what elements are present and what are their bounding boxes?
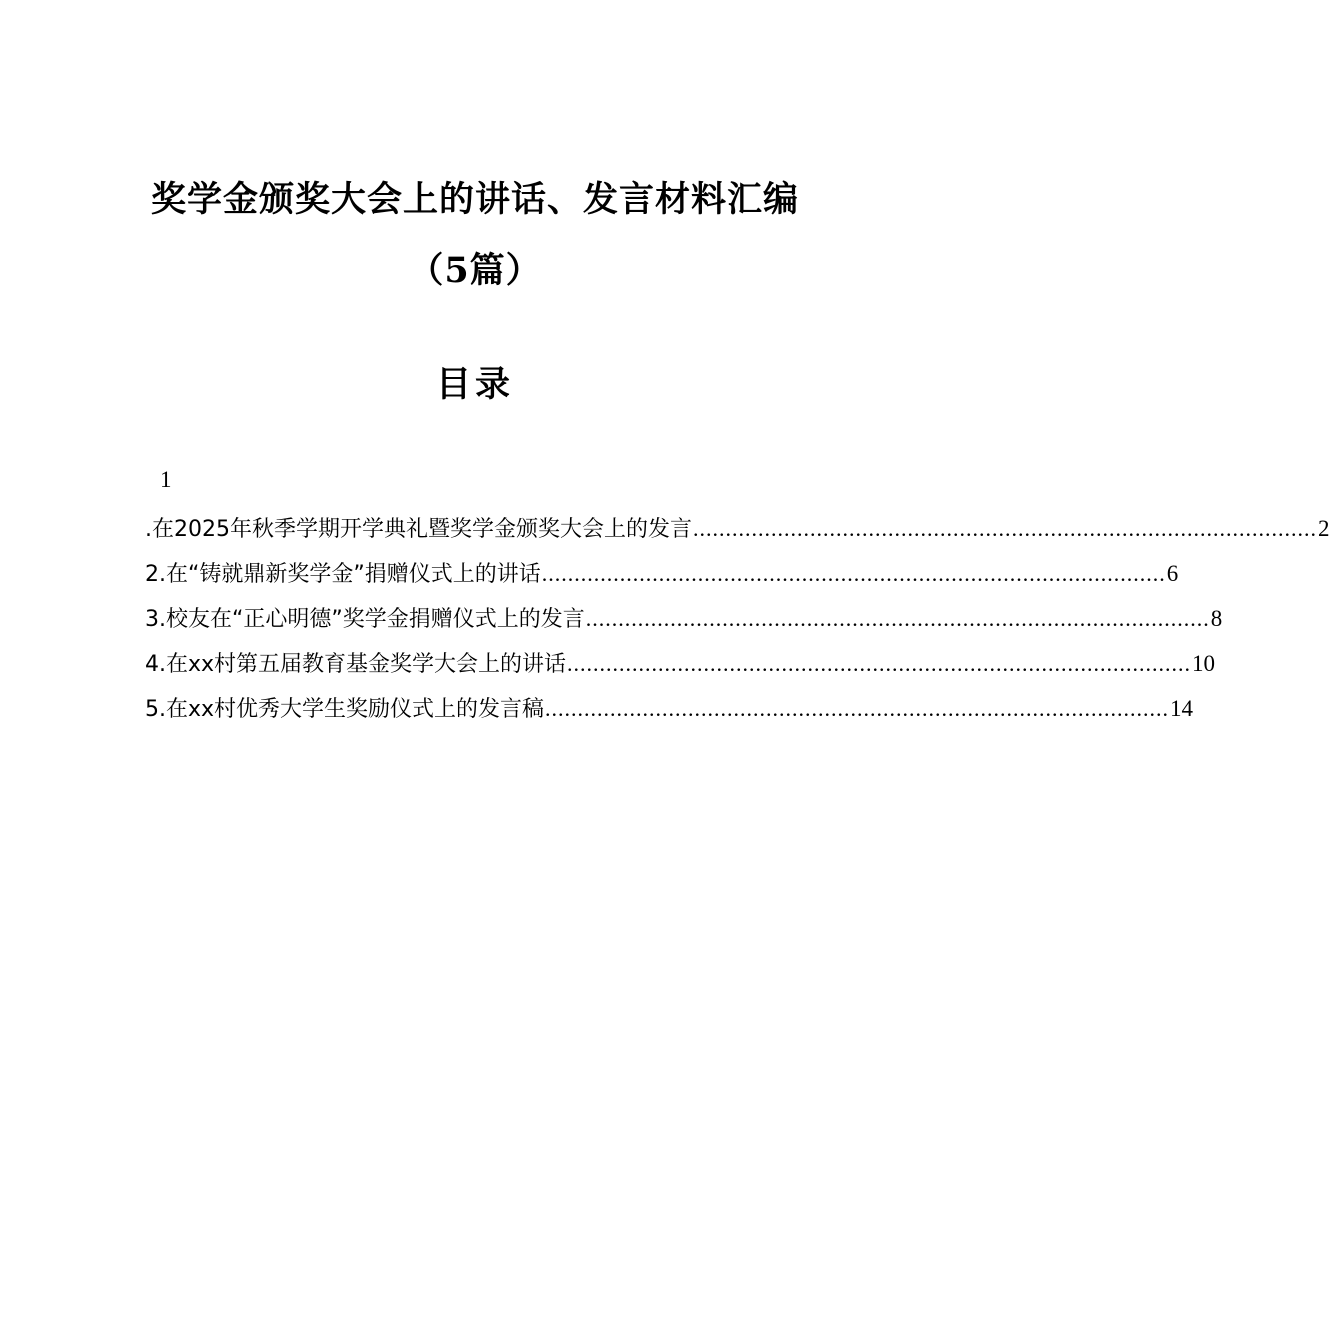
toc-entry-4[interactable] (145, 641, 1216, 686)
toc-page-number: 14 (1170, 696, 1194, 721)
toc-dot-leader: ................................................................................................ (567, 651, 1192, 676)
toc-dot-leader: ................................................................................................ (545, 696, 1170, 721)
toc-entry-text: 3.校友在“正心明德”奖学金捐赠仪式上的发言 (145, 607, 585, 632)
toc-page-number: 10 (1192, 651, 1216, 676)
toc-dot-leader: ................................................................................................ (692, 516, 1317, 541)
toc-entry-text: 5.在xx村优秀大学生奖励仪式上的发言稿 (145, 697, 545, 722)
toc-entry-text: 4.在xx村第五届教育基金奖学大会上的讲话 (145, 652, 567, 677)
toc-page-number: 6 (1166, 561, 1179, 586)
toc-entry-5[interactable] (145, 686, 1194, 731)
document-subtitle: （5篇） (408, 250, 542, 291)
table-of-contents (145, 506, 1329, 731)
toc-entry-1[interactable] (145, 506, 1329, 551)
toc-heading: 目录 (435, 364, 514, 405)
toc-dot-leader: ................................................................................................ (585, 606, 1210, 631)
toc-page-number: 2 (1317, 516, 1329, 541)
toc-page-number: 8 (1210, 606, 1223, 631)
toc-entry-text: 2.在“铸就鼎新奖学金”捐赠仪式上的讲话 (145, 562, 541, 587)
toc-entry-text: .在2025年秋季学期开学典礼暨奖学金颁奖大会上的发言 (145, 517, 692, 542)
toc-entry-2[interactable] (145, 551, 1179, 596)
toc-stray-number: 1 (160, 467, 172, 492)
toc-dot-leader: ................................................................................................ (541, 561, 1166, 586)
document-title: 奖学金颁奖大会上的讲话、发言材料汇编 (150, 179, 799, 220)
toc-entry-3[interactable] (145, 596, 1223, 641)
